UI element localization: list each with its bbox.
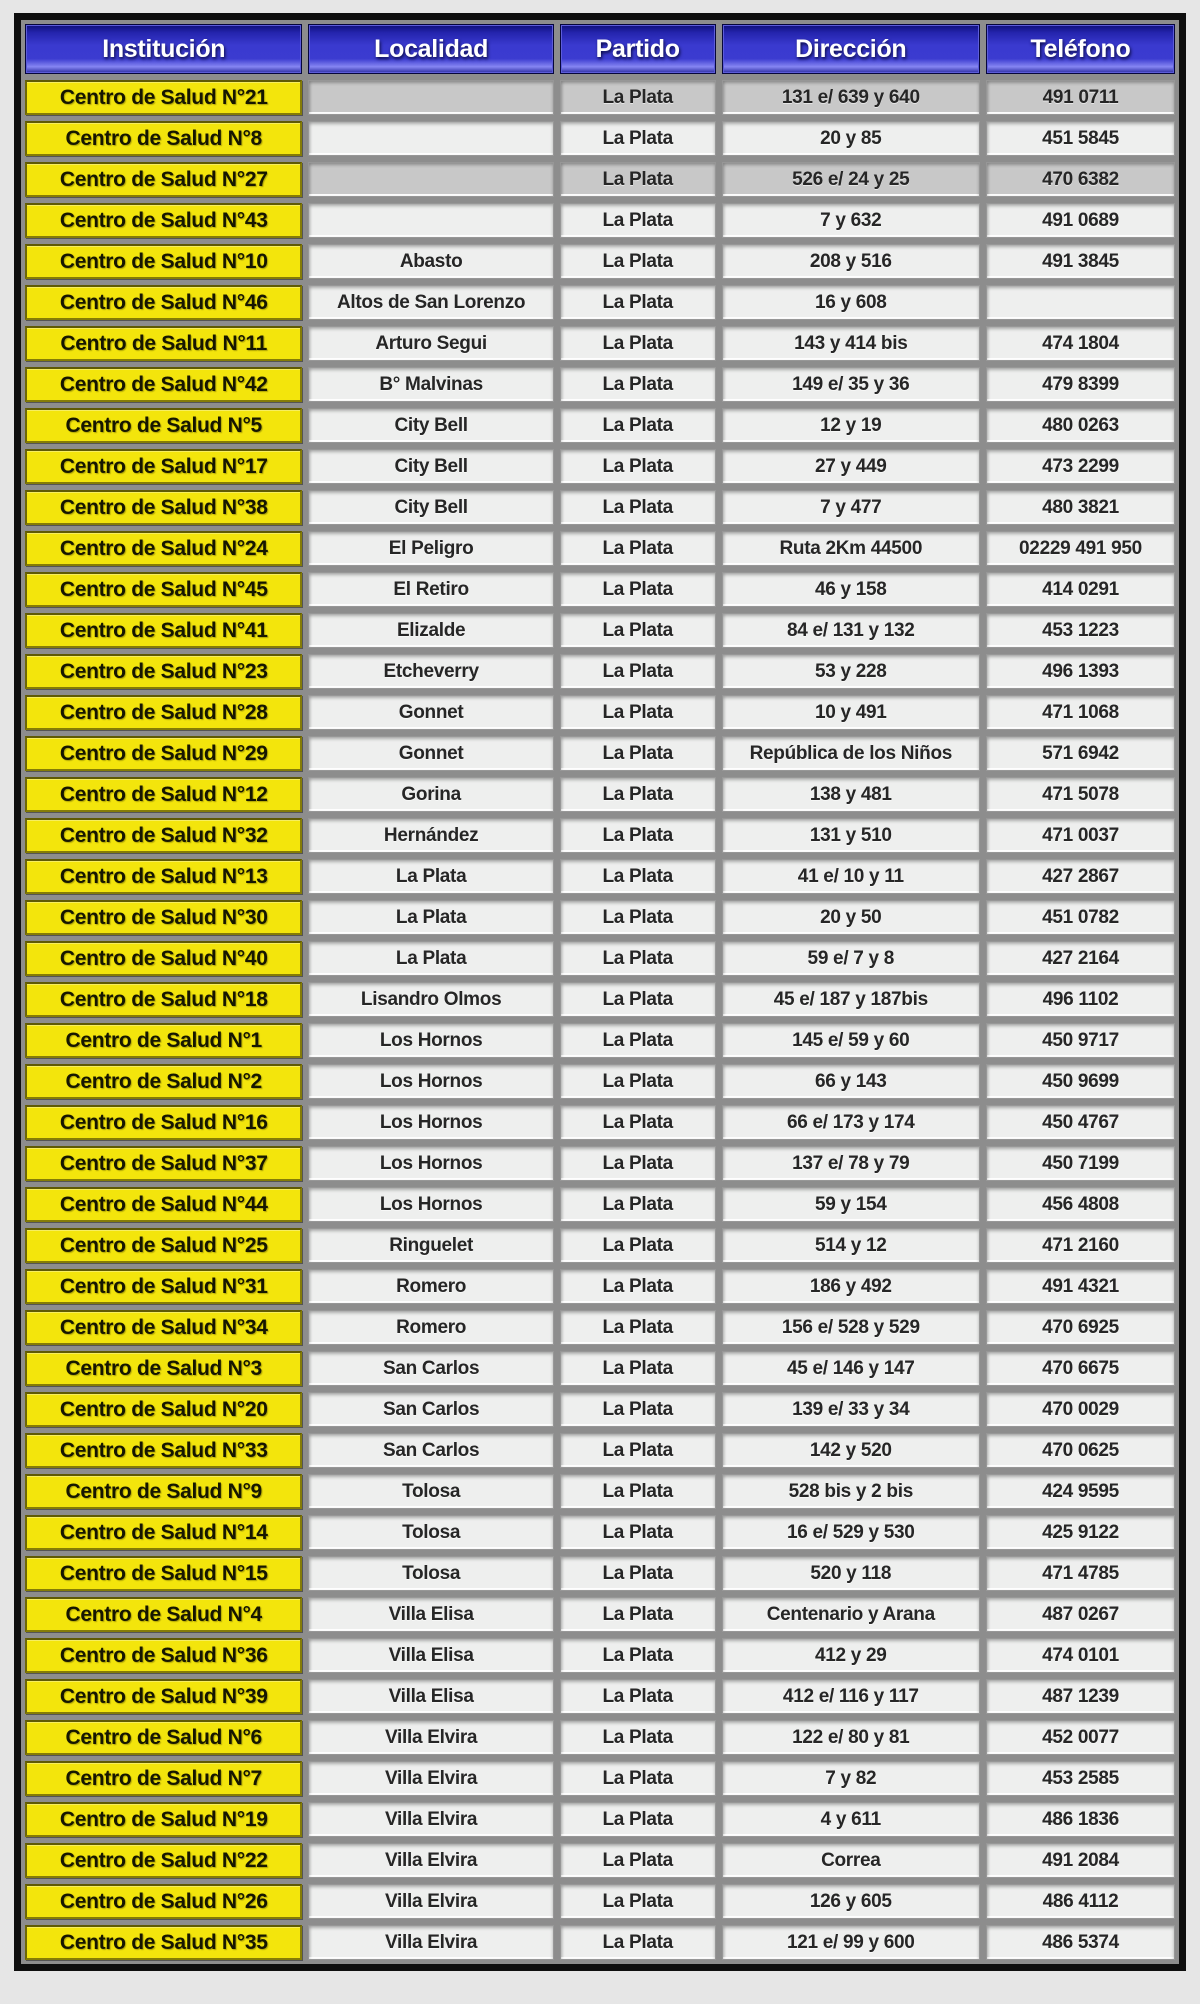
cell-direccion: 143 y 414 bis — [722, 326, 980, 361]
cell-institucion: Centro de Salud N°38 — [25, 490, 302, 525]
cell-partido: La Plata — [560, 1269, 716, 1304]
cell-localidad: San Carlos — [308, 1351, 553, 1386]
cell-telefono: 487 1239 — [986, 1679, 1175, 1714]
cell-partido: La Plata — [560, 1392, 716, 1427]
cell-telefono: 471 0037 — [986, 818, 1175, 853]
cell-institucion: Centro de Salud N°16 — [25, 1105, 302, 1140]
cell-direccion: 137 e/ 78 y 79 — [722, 1146, 980, 1181]
cell-telefono: 491 4321 — [986, 1269, 1175, 1304]
cell-telefono: 496 1102 — [986, 982, 1175, 1017]
cell-telefono: 453 2585 — [986, 1761, 1175, 1796]
cell-direccion: 41 e/ 10 y 11 — [722, 859, 980, 894]
cell-partido: La Plata — [560, 982, 716, 1017]
cell-telefono: 473 2299 — [986, 449, 1175, 484]
cell-institucion: Centro de Salud N°8 — [25, 121, 302, 156]
cell-partido: La Plata — [560, 326, 716, 361]
cell-telefono: 486 5374 — [986, 1925, 1175, 1960]
cell-localidad: Villa Elvira — [308, 1925, 553, 1960]
cell-partido: La Plata — [560, 1351, 716, 1386]
cell-partido: La Plata — [560, 1474, 716, 1509]
cell-localidad: El Peligro — [308, 531, 553, 566]
cell-partido: La Plata — [560, 121, 716, 156]
cell-telefono: 480 0263 — [986, 408, 1175, 443]
cell-localidad: B° Malvinas — [308, 367, 553, 402]
cell-direccion: República de los Niños — [722, 736, 980, 771]
cell-direccion: 59 e/ 7 y 8 — [722, 941, 980, 976]
cell-partido: La Plata — [560, 1433, 716, 1468]
cell-institucion: Centro de Salud N°23 — [25, 654, 302, 689]
cell-telefono: 450 7199 — [986, 1146, 1175, 1181]
column-header-institucion: Institución — [25, 24, 302, 74]
cell-institucion: Centro de Salud N°21 — [25, 80, 302, 115]
cell-partido: La Plata — [560, 1761, 716, 1796]
cell-direccion: 45 e/ 187 y 187bis — [722, 982, 980, 1017]
cell-localidad: Lisandro Olmos — [308, 982, 553, 1017]
cell-institucion: Centro de Salud N°36 — [25, 1638, 302, 1673]
cell-direccion: Centenario y Arana — [722, 1597, 980, 1632]
cell-telefono: 471 2160 — [986, 1228, 1175, 1263]
cell-partido: La Plata — [560, 1556, 716, 1591]
cell-institucion: Centro de Salud N°41 — [25, 613, 302, 648]
cell-institucion: Centro de Salud N°20 — [25, 1392, 302, 1427]
cell-direccion: 186 y 492 — [722, 1269, 980, 1304]
cell-institucion: Centro de Salud N°15 — [25, 1556, 302, 1591]
cell-partido: La Plata — [560, 1515, 716, 1550]
cell-localidad: City Bell — [308, 490, 553, 525]
cell-direccion: 7 y 632 — [722, 203, 980, 238]
cell-partido: La Plata — [560, 1720, 716, 1755]
cell-institucion: Centro de Salud N°29 — [25, 736, 302, 771]
cell-localidad: City Bell — [308, 408, 553, 443]
cell-direccion: 528 bis y 2 bis — [722, 1474, 980, 1509]
cell-institucion: Centro de Salud N°2 — [25, 1064, 302, 1099]
cell-institucion: Centro de Salud N°14 — [25, 1515, 302, 1550]
cell-partido: La Plata — [560, 1925, 716, 1960]
cell-localidad: Abasto — [308, 244, 553, 279]
column-header-telefono: Teléfono — [986, 24, 1175, 74]
cell-institucion: Centro de Salud N°40 — [25, 941, 302, 976]
cell-institucion: Centro de Salud N°42 — [25, 367, 302, 402]
cell-direccion: 7 y 82 — [722, 1761, 980, 1796]
cell-institucion: Centro de Salud N°32 — [25, 818, 302, 853]
cell-institucion: Centro de Salud N°10 — [25, 244, 302, 279]
cell-direccion: 20 y 85 — [722, 121, 980, 156]
cell-telefono: 496 1393 — [986, 654, 1175, 689]
cell-localidad: Villa Elisa — [308, 1638, 553, 1673]
cell-partido: La Plata — [560, 80, 716, 115]
cell-telefono: 491 3845 — [986, 244, 1175, 279]
cell-telefono: 427 2164 — [986, 941, 1175, 976]
cell-partido: La Plata — [560, 736, 716, 771]
cell-institucion: Centro de Salud N°17 — [25, 449, 302, 484]
cell-institucion: Centro de Salud N°1 — [25, 1023, 302, 1058]
cell-telefono: 487 0267 — [986, 1597, 1175, 1632]
cell-telefono: 491 0711 — [986, 80, 1175, 115]
cell-localidad: City Bell — [308, 449, 553, 484]
cell-institucion: Centro de Salud N°27 — [25, 162, 302, 197]
cell-partido: La Plata — [560, 1884, 716, 1919]
cell-localidad — [308, 162, 553, 197]
cell-telefono: 471 5078 — [986, 777, 1175, 812]
cell-partido: La Plata — [560, 818, 716, 853]
cell-direccion: 412 e/ 116 y 117 — [722, 1679, 980, 1714]
cell-localidad: Tolosa — [308, 1556, 553, 1591]
cell-direccion: 46 y 158 — [722, 572, 980, 607]
cell-partido: La Plata — [560, 449, 716, 484]
cell-partido: La Plata — [560, 203, 716, 238]
cell-institucion: Centro de Salud N°13 — [25, 859, 302, 894]
cell-localidad: Romero — [308, 1269, 553, 1304]
cell-partido: La Plata — [560, 695, 716, 730]
cell-institucion: Centro de Salud N°30 — [25, 900, 302, 935]
cell-telefono: 486 4112 — [986, 1884, 1175, 1919]
cell-direccion: 16 y 608 — [722, 285, 980, 320]
cell-localidad: Villa Elvira — [308, 1720, 553, 1755]
cell-telefono: 470 6382 — [986, 162, 1175, 197]
cell-direccion: 7 y 477 — [722, 490, 980, 525]
cell-telefono: 451 5845 — [986, 121, 1175, 156]
cell-direccion: 131 e/ 639 y 640 — [722, 80, 980, 115]
cell-institucion: Centro de Salud N°37 — [25, 1146, 302, 1181]
cell-localidad: La Plata — [308, 859, 553, 894]
cell-telefono: 453 1223 — [986, 613, 1175, 648]
cell-localidad: Villa Elisa — [308, 1679, 553, 1714]
cell-localidad: El Retiro — [308, 572, 553, 607]
cell-localidad: Altos de San Lorenzo — [308, 285, 553, 320]
cell-partido: La Plata — [560, 1105, 716, 1140]
cell-partido: La Plata — [560, 1310, 716, 1345]
cell-institucion: Centro de Salud N°39 — [25, 1679, 302, 1714]
cell-institucion: Centro de Salud N°19 — [25, 1802, 302, 1837]
column-header-direccion: Dirección — [722, 24, 980, 74]
cell-partido: La Plata — [560, 572, 716, 607]
cell-institucion: Centro de Salud N°3 — [25, 1351, 302, 1386]
cell-localidad: La Plata — [308, 941, 553, 976]
cell-direccion: 27 y 449 — [722, 449, 980, 484]
cell-telefono: 480 3821 — [986, 490, 1175, 525]
cell-localidad: Los Hornos — [308, 1064, 553, 1099]
cell-institucion: Centro de Salud N°24 — [25, 531, 302, 566]
cell-direccion: 45 e/ 146 y 147 — [722, 1351, 980, 1386]
cell-telefono: 450 9717 — [986, 1023, 1175, 1058]
cell-telefono: 486 1836 — [986, 1802, 1175, 1837]
cell-localidad — [308, 203, 553, 238]
cell-partido: La Plata — [560, 1146, 716, 1181]
cell-localidad: Villa Elvira — [308, 1884, 553, 1919]
cell-institucion: Centro de Salud N°45 — [25, 572, 302, 607]
cell-partido: La Plata — [560, 1843, 716, 1878]
cell-localidad: La Plata — [308, 900, 553, 935]
cell-institucion: Centro de Salud N°5 — [25, 408, 302, 443]
cell-institucion: Centro de Salud N°6 — [25, 1720, 302, 1755]
cell-localidad: Los Hornos — [308, 1105, 553, 1140]
cell-partido: La Plata — [560, 1187, 716, 1222]
cell-direccion: 66 y 143 — [722, 1064, 980, 1099]
cell-direccion: 156 e/ 528 y 529 — [722, 1310, 980, 1345]
cell-institucion: Centro de Salud N°43 — [25, 203, 302, 238]
cell-telefono: 470 6925 — [986, 1310, 1175, 1345]
cell-institucion: Centro de Salud N°9 — [25, 1474, 302, 1509]
cell-localidad — [308, 121, 553, 156]
cell-direccion: 10 y 491 — [722, 695, 980, 730]
cell-direccion: 12 y 19 — [722, 408, 980, 443]
cell-telefono: 414 0291 — [986, 572, 1175, 607]
cell-direccion: 208 y 516 — [722, 244, 980, 279]
cell-telefono: 451 0782 — [986, 900, 1175, 935]
cell-localidad: Ringuelet — [308, 1228, 553, 1263]
cell-telefono: 491 0689 — [986, 203, 1175, 238]
cell-telefono — [986, 285, 1175, 320]
cell-direccion: 126 y 605 — [722, 1884, 980, 1919]
cell-partido: La Plata — [560, 162, 716, 197]
cell-localidad: Gorina — [308, 777, 553, 812]
cell-localidad — [308, 80, 553, 115]
cell-telefono: 425 9122 — [986, 1515, 1175, 1550]
cell-partido: La Plata — [560, 1064, 716, 1099]
cell-institucion: Centro de Salud N°44 — [25, 1187, 302, 1222]
cell-institucion: Centro de Salud N°34 — [25, 1310, 302, 1345]
cell-institucion: Centro de Salud N°7 — [25, 1761, 302, 1796]
cell-institucion: Centro de Salud N°33 — [25, 1433, 302, 1468]
cell-direccion: 149 e/ 35 y 36 — [722, 367, 980, 402]
cell-direccion: 122 e/ 80 y 81 — [722, 1720, 980, 1755]
cell-localidad: Los Hornos — [308, 1023, 553, 1058]
cell-partido: La Plata — [560, 941, 716, 976]
cell-direccion: 139 e/ 33 y 34 — [722, 1392, 980, 1427]
cell-partido: La Plata — [560, 1023, 716, 1058]
cell-localidad: Hernández — [308, 818, 553, 853]
cell-telefono: 450 9699 — [986, 1064, 1175, 1099]
cell-institucion: Centro de Salud N°46 — [25, 285, 302, 320]
cell-direccion: 59 y 154 — [722, 1187, 980, 1222]
cell-localidad: Gonnet — [308, 736, 553, 771]
cell-telefono: 02229 491 950 — [986, 531, 1175, 566]
cell-partido: La Plata — [560, 408, 716, 443]
cell-partido: La Plata — [560, 244, 716, 279]
cell-telefono: 452 0077 — [986, 1720, 1175, 1755]
column-header-localidad: Localidad — [308, 24, 553, 74]
cell-direccion: 145 e/ 59 y 60 — [722, 1023, 980, 1058]
cell-institucion: Centro de Salud N°31 — [25, 1269, 302, 1304]
cell-localidad: Villa Elvira — [308, 1761, 553, 1796]
cell-direccion: 142 y 520 — [722, 1433, 980, 1468]
cell-localidad: Los Hornos — [308, 1146, 553, 1181]
cell-partido: La Plata — [560, 531, 716, 566]
cell-institucion: Centro de Salud N°18 — [25, 982, 302, 1017]
cell-telefono: 471 1068 — [986, 695, 1175, 730]
cell-direccion: 514 y 12 — [722, 1228, 980, 1263]
cell-telefono: 470 0625 — [986, 1433, 1175, 1468]
cell-direccion: 526 e/ 24 y 25 — [722, 162, 980, 197]
cell-direccion: 121 e/ 99 y 600 — [722, 1925, 980, 1960]
cell-direccion: 138 y 481 — [722, 777, 980, 812]
cell-telefono: 471 4785 — [986, 1556, 1175, 1591]
cell-localidad: Tolosa — [308, 1474, 553, 1509]
cell-localidad: Gonnet — [308, 695, 553, 730]
cell-telefono: 571 6942 — [986, 736, 1175, 771]
cell-partido: La Plata — [560, 654, 716, 689]
cell-telefono: 479 8399 — [986, 367, 1175, 402]
cell-localidad: Los Hornos — [308, 1187, 553, 1222]
cell-institucion: Centro de Salud N°28 — [25, 695, 302, 730]
cell-direccion: 16 e/ 529 y 530 — [722, 1515, 980, 1550]
cell-partido: La Plata — [560, 859, 716, 894]
cell-institucion: Centro de Salud N°12 — [25, 777, 302, 812]
cell-telefono: 470 0029 — [986, 1392, 1175, 1427]
cell-telefono: 470 6675 — [986, 1351, 1175, 1386]
cell-partido: La Plata — [560, 1228, 716, 1263]
cell-partido: La Plata — [560, 367, 716, 402]
cell-direccion: 4 y 611 — [722, 1802, 980, 1837]
cell-telefono: 427 2867 — [986, 859, 1175, 894]
cell-localidad: Arturo Segui — [308, 326, 553, 361]
cell-partido: La Plata — [560, 1802, 716, 1837]
cell-telefono: 456 4808 — [986, 1187, 1175, 1222]
cell-direccion: 412 y 29 — [722, 1638, 980, 1673]
cell-institucion: Centro de Salud N°4 — [25, 1597, 302, 1632]
cell-telefono: 474 0101 — [986, 1638, 1175, 1673]
cell-direccion: 131 y 510 — [722, 818, 980, 853]
cell-localidad: Etcheverry — [308, 654, 553, 689]
cell-localidad: Elizalde — [308, 613, 553, 648]
cell-telefono: 474 1804 — [986, 326, 1175, 361]
cell-direccion: 84 e/ 131 y 132 — [722, 613, 980, 648]
cell-telefono: 450 4767 — [986, 1105, 1175, 1140]
cell-direccion: 66 e/ 173 y 174 — [722, 1105, 980, 1140]
cell-localidad: Villa Elisa — [308, 1597, 553, 1632]
cell-partido: La Plata — [560, 1597, 716, 1632]
cell-direccion: 520 y 118 — [722, 1556, 980, 1591]
cell-direccion: 20 y 50 — [722, 900, 980, 935]
column-header-partido: Partido — [560, 24, 716, 74]
cell-partido: La Plata — [560, 1638, 716, 1673]
cell-localidad: San Carlos — [308, 1392, 553, 1427]
cell-institucion: Centro de Salud N°22 — [25, 1843, 302, 1878]
cell-institucion: Centro de Salud N°25 — [25, 1228, 302, 1263]
health-centers-table-frame — [14, 13, 1186, 1971]
cell-institucion: Centro de Salud N°26 — [25, 1884, 302, 1919]
cell-partido: La Plata — [560, 1679, 716, 1714]
cell-direccion: Correa — [722, 1843, 980, 1878]
cell-telefono: 424 9595 — [986, 1474, 1175, 1509]
health-centers-table — [25, 24, 1175, 1960]
cell-localidad: San Carlos — [308, 1433, 553, 1468]
cell-localidad: Romero — [308, 1310, 553, 1345]
cell-localidad: Tolosa — [308, 1515, 553, 1550]
cell-partido: La Plata — [560, 900, 716, 935]
cell-institucion: Centro de Salud N°35 — [25, 1925, 302, 1960]
cell-telefono: 491 2084 — [986, 1843, 1175, 1878]
cell-institucion: Centro de Salud N°11 — [25, 326, 302, 361]
cell-partido: La Plata — [560, 490, 716, 525]
cell-localidad: Villa Elvira — [308, 1843, 553, 1878]
cell-partido: La Plata — [560, 613, 716, 648]
cell-partido: La Plata — [560, 285, 716, 320]
cell-localidad: Villa Elvira — [308, 1802, 553, 1837]
cell-direccion: Ruta 2Km 44500 — [722, 531, 980, 566]
cell-partido: La Plata — [560, 777, 716, 812]
cell-direccion: 53 y 228 — [722, 654, 980, 689]
